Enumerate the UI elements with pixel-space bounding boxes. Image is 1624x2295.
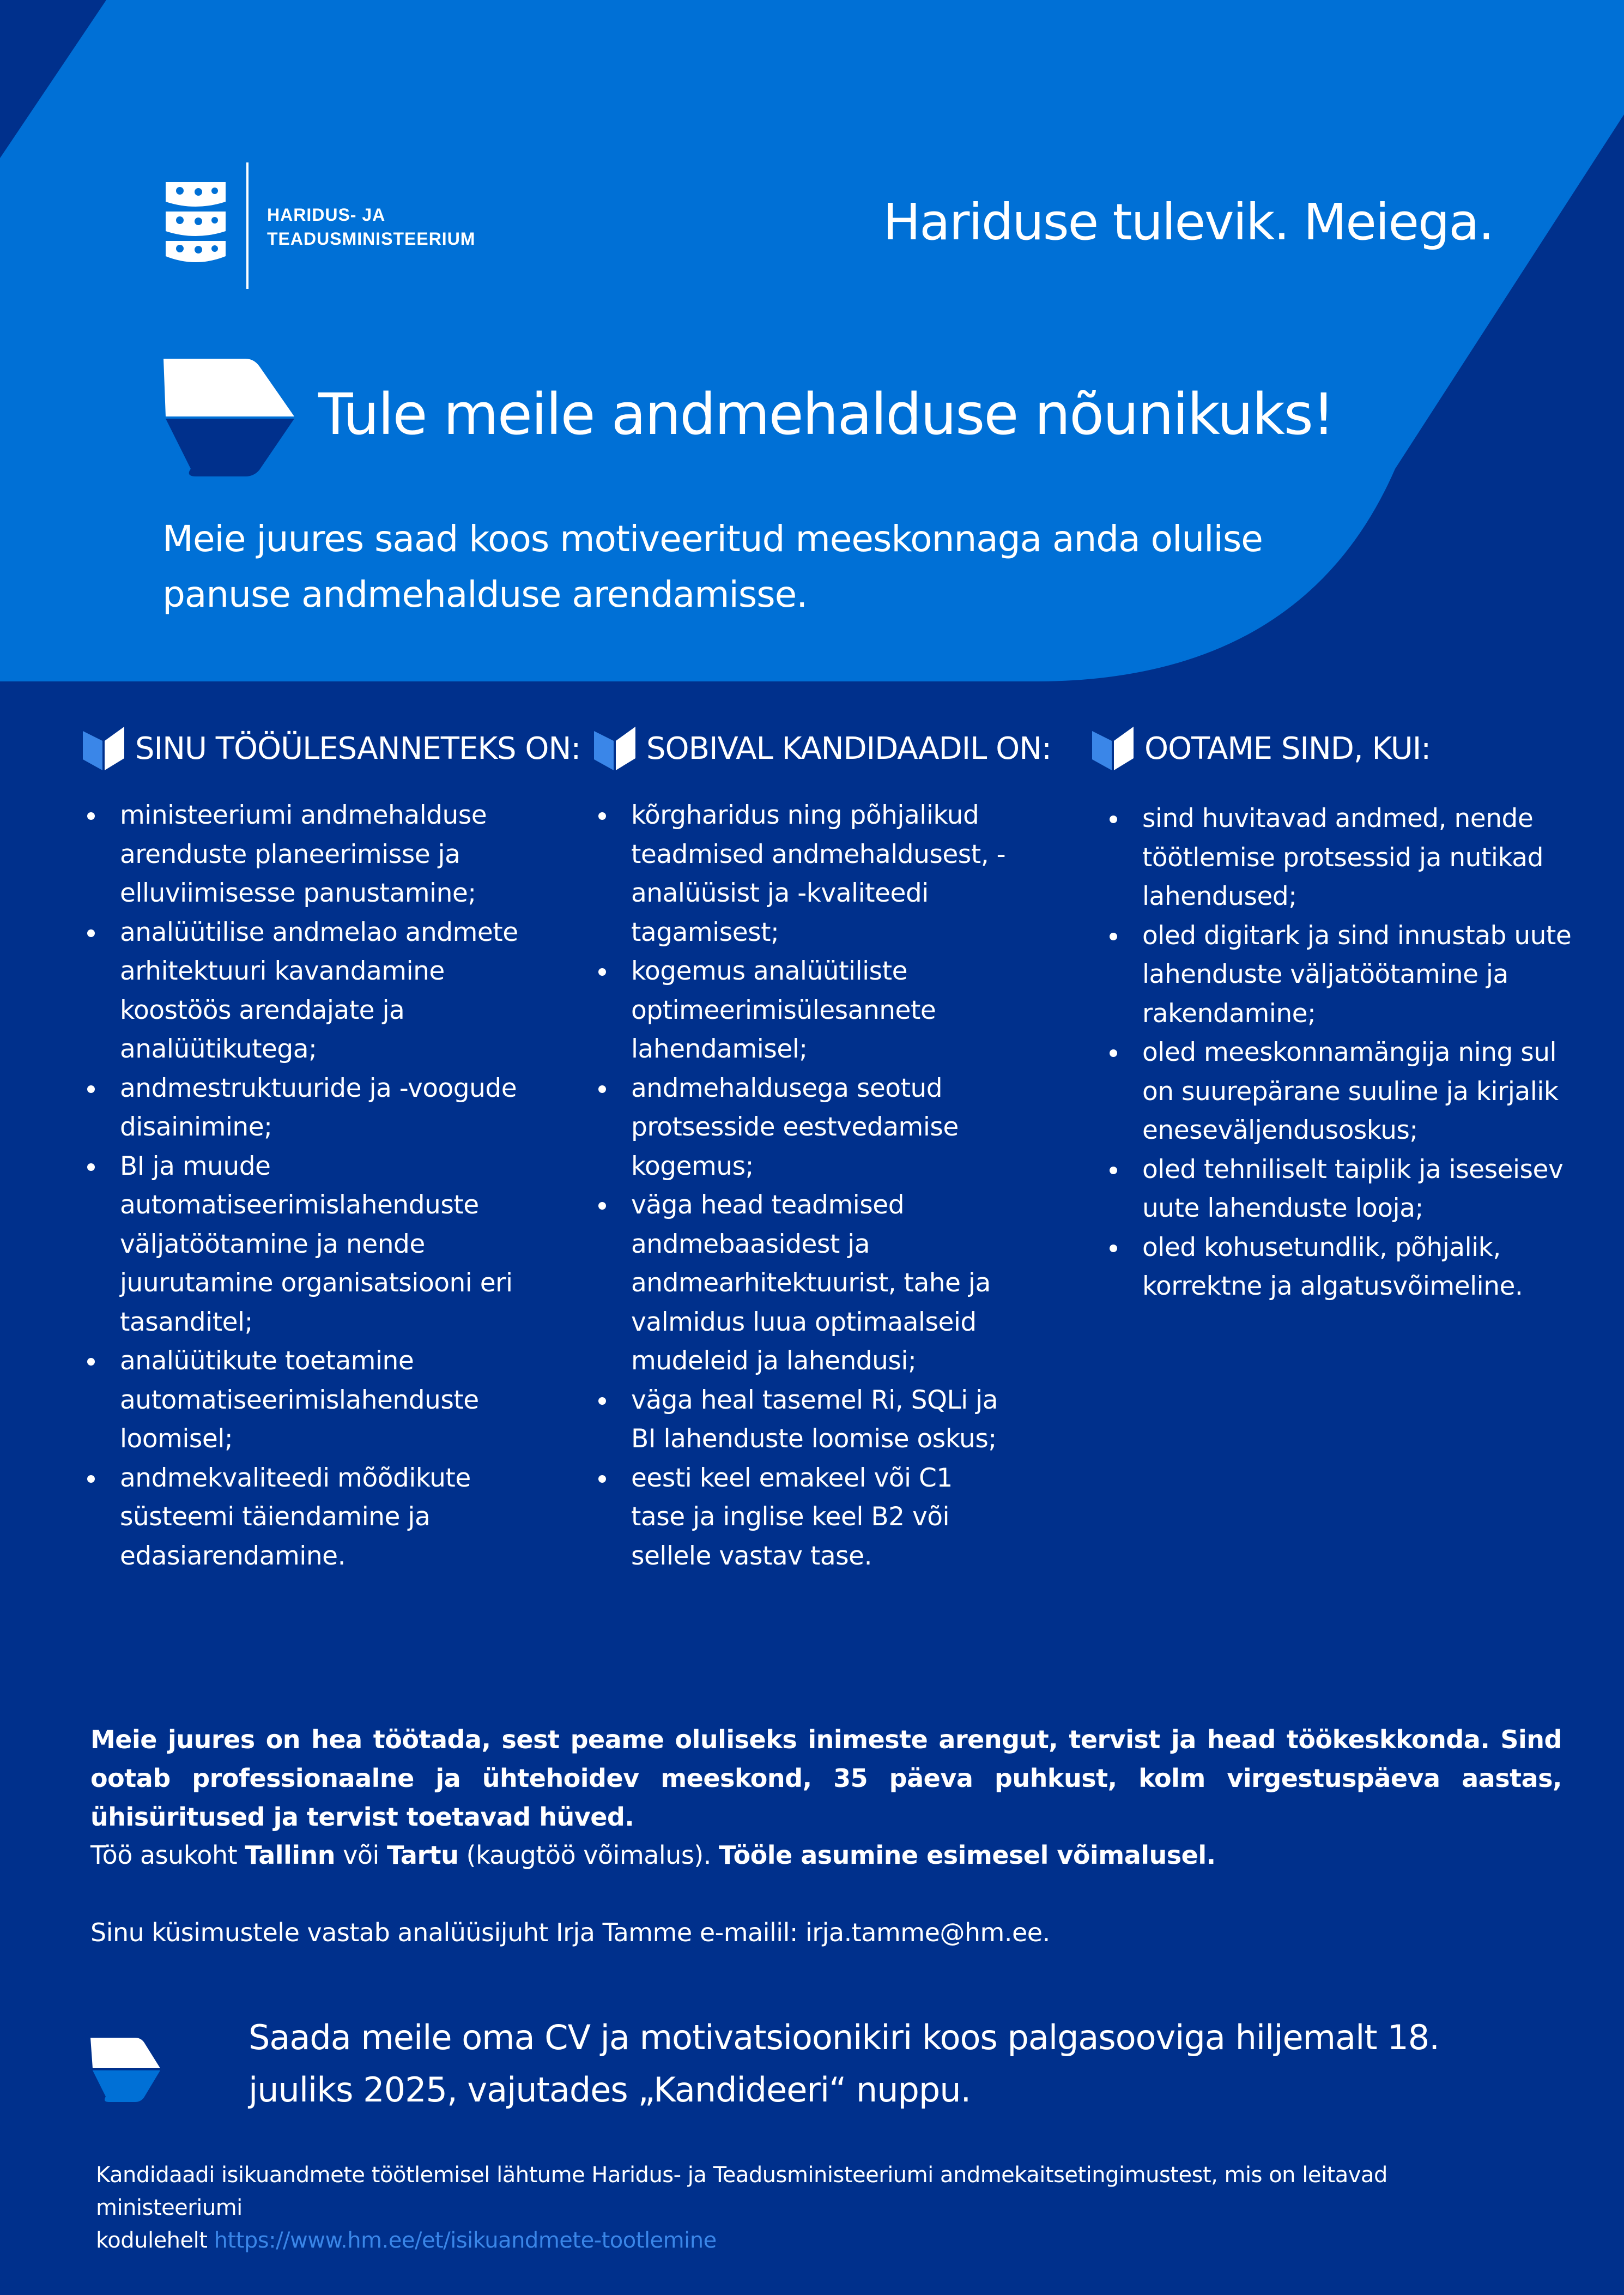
column-2-title: SOBIVAL KANDIDAADIL ON: [646,730,1051,766]
contact-text: Sinu küsimustele vastab analüüsijuht Irja Tamme e-mailil: irja.tamme@hm.ee. [90,1918,1050,1947]
cta-line-1: Saada meile oma CV ja motivatsioonikiri koos palgasooviga hiljemalt 18. [249,2018,1439,2057]
location-or: või [335,1840,387,1870]
ministry-logo-text [267,203,475,251]
privacy-policy-link[interactable]: https://www.hm.ee/et/isikuandmete-tootlemine [214,2228,717,2253]
list-item: sind huvitavad andmed, nende töötlemise protsessid ja nutikad lahendused; [1107,799,1576,916]
column-3-title: OOTAME SIND, KUI: [1144,730,1431,766]
column-3-list [1107,799,1576,1306]
list-item: väga heal tasemel Ri, SQLi ja BI lahenduste loomise oskus; [596,1381,1010,1459]
footnote-prefix: kodulehelt [96,2228,214,2253]
list-item: analüütikute toetamine automatiseerimislahenduste loomisel; [85,1342,521,1459]
list-item: andmestruktuuride ja -voogude disainimine; [85,1069,521,1147]
benefits-text: Meie juures on hea töötada, sest peame oluliseks inimeste arengut, tervist ja head töökeskkonda. Sind ootab professionaalne ja ühtehoidev meeskond, 35 päeva puhkust, kolm virgestuspäeva aastas, ühisüritused ja tervist toetavad hüved. [90,1725,1562,1832]
list-item: kogemus analüütiliste optimeerimisülesannete lahendamisel; [596,952,1010,1069]
chevron-arrow-icon [90,2037,161,2103]
list-item: ministeeriumi andmehalduse arenduste planeerimisse ja elluviimisesse panustamine; [85,796,521,913]
column-3-header [1091,724,1431,773]
three-lions-crest-icon [161,180,230,267]
list-item: BI ja muude automatiseerimislahenduste väljatöötamine ja nende juurutamine organisatsiooni eri tasanditel; [85,1147,521,1342]
location-text [90,1836,1562,1875]
location-prefix: Töö asukoht [90,1840,245,1870]
book-check-icon [593,726,637,771]
list-item: andmekvaliteedi mõõdikute süsteemi täiendamine ja edasiarendamine. [85,1459,521,1576]
logo-divider [246,162,249,289]
column-2-header [593,724,1051,773]
book-check-icon [1091,726,1135,771]
list-item: väga head teadmised andmebaasidest ja andmearhitektuurist, tahe ja valmidus luua optimaalseid mudeleid ja lahendusi; [596,1186,1010,1381]
list-item: oled meeskonnamängija ning sul on suurepärane suuline ja kirjalik eneseväljendusoskus; [1107,1033,1576,1150]
list-item: kõrgharidus ning põhjalikud teadmised andmehaldusest, -analüüsist ja -kvaliteedi tagamisest; [596,796,1010,952]
book-check-icon [82,726,125,771]
privacy-footnote [96,2159,1535,2257]
column-1-title: SINU TÖÖÜLESANNETEKS ON: [135,730,581,766]
start-date-text: Tööle asumine esimesel võimalusel. [719,1840,1216,1870]
application-instructions [249,2012,1502,2116]
location-city-2: Tartu [386,1840,459,1870]
footnote-line-2 [96,2224,1535,2257]
page-title: Tule meile andmehalduse nõunikuks! [318,381,1334,448]
list-item: andmehaldusega seotud protsesside eestvedamise kogemus; [596,1069,1010,1186]
column-1-list [85,796,521,1575]
footnote-line-1: Kandidaadi isikuandmete töötlemisel lähtume Haridus- ja Teadusministeeriumi andmekaitsetingimustest, mis on leitavad ministeeriumi [96,2163,1387,2220]
list-item: oled digitark ja sind innustab uute lahenduste väljatöötamine ja rakendamine; [1107,916,1576,1034]
column-1-header [82,724,580,773]
list-item: oled tehniliselt taiplik ja iseseisev uute lahenduste looja; [1107,1150,1576,1228]
list-item: eesti keel emakeel või C1 tase ja inglise keel B2 või sellele vastav tase. [596,1459,1010,1576]
logo-line-2: TEADUSMINISTEERIUM [267,229,476,249]
logo-line-1: HARIDUS- JA [267,205,386,225]
location-remote: (kaugtöö võimalus). [458,1840,719,1870]
chevron-arrow-icon [163,358,296,478]
location-city-1: Tallinn [245,1840,336,1870]
slogan: Hariduse tulevik. Meiega. [883,193,1493,251]
hero-subtitle: Meie juures saad koos motiveeritud meeskonnaga anda olulise panuse andmehalduse arendamisse. [162,518,1263,615]
list-item: oled kohusetundlik, põhjalik, korrektne ja algatusvõimeline. [1107,1228,1576,1306]
list-item: analüütilise andmelao andmete arhitektuuri kavandamine koostöös arendajate ja analüütikutega; [85,913,521,1069]
column-2-list [596,796,1010,1575]
cta-line-2: juuliks 2025, vajutades „Kandideeri“ nuppu. [249,2070,971,2110]
